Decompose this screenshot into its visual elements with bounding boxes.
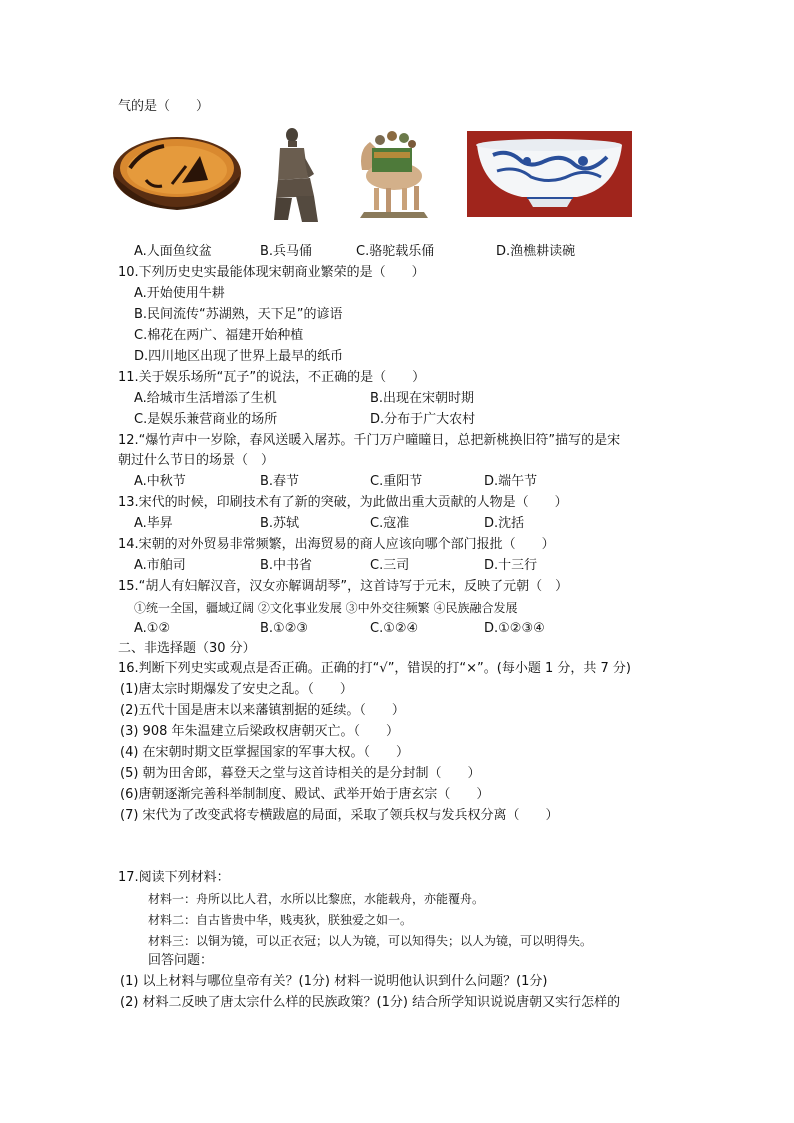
q13-stem: 13.宋代的时候，印刷技术有了新的突破，为此做出重大贡献的人物是（ ） [118, 495, 568, 510]
q15-statements: ①统一全国，疆域辽阔 ②文化事业发展 ③中外交往频繁 ④民族融合发展 [134, 601, 518, 615]
camel-musicians-figurine-image [348, 126, 434, 220]
q14-option-b[interactable]: B.中书省 [260, 558, 313, 573]
q13-option-b[interactable]: B.苏轼 [260, 516, 300, 531]
q9-option-c[interactable]: C.骆驼载乐俑 [356, 244, 435, 259]
q15-stem: 15.“胡人有妇解汉音，汉女亦解调胡琴”，这首诗写于元末，反映了元朝（ ） [118, 579, 569, 594]
q16-stem: 16.判断下列史实或观点是否正确。正确的打“√”，错误的打“×”。(每小题 1 分，共 7 分) [118, 661, 632, 676]
q17-material-2: 材料二：自古皆贵中华，贱夷狄，朕独爱之如一。 [148, 913, 413, 927]
q16-item-1: (1)唐太宗时期爆发了安史之乱。（ ） [120, 682, 353, 697]
q17-question-2: (2) 材料二反映了唐太宗什么样的民族政策？(1分) 结合所学知识说说唐朝又实行怎样的 [120, 995, 621, 1010]
q12-option-d[interactable]: D.端午节 [484, 474, 538, 489]
q17-material-1: 材料一：舟所以比人君，水所以比黎庶，水能载舟，亦能覆舟。 [148, 892, 485, 906]
q11-option-a[interactable]: A.给城市生活增添了生机 [134, 391, 277, 406]
q15-option-c[interactable]: C.①②④ [370, 621, 419, 636]
q17-material-3: 材料三：以铜为镜，可以正衣冠；以人为镜，可以知得失；以人为镜，可以明得失。 [148, 934, 593, 948]
q11-option-c[interactable]: C.是娱乐兼营商业的场所 [134, 412, 278, 427]
q10-option-c[interactable]: C.棉花在两广、福建开始种植 [134, 328, 304, 343]
q13-option-c[interactable]: C.寇准 [370, 516, 410, 531]
q15-option-d[interactable]: D.①②③④ [484, 621, 545, 636]
q10-stem: 10.下列历史史实最能体现宋朝商业繁荣的是（ ） [118, 265, 425, 280]
q11-option-b[interactable]: B.出现在宋朝时期 [370, 391, 475, 406]
q13-option-a[interactable]: A.毕昇 [134, 516, 173, 531]
q14-option-a[interactable]: A.市舶司 [134, 558, 186, 573]
q12-option-c[interactable]: C.重阳节 [370, 474, 423, 489]
q10-option-b[interactable]: B.民间流传“苏湖熟，天下足”的谚语 [134, 307, 343, 322]
q10-option-d[interactable]: D.四川地区出现了世界上最早的纸币 [134, 349, 344, 364]
q12-option-a[interactable]: A.中秋节 [134, 474, 186, 489]
q9-option-a[interactable]: A.人面鱼纹盆 [134, 244, 212, 259]
q15-option-a[interactable]: A.①② [134, 621, 171, 636]
q16-item-2: (2)五代十国是唐末以来藩镇割据的延续。（ ） [120, 703, 405, 718]
q9-stem-tail: 气的是（ ） [118, 99, 210, 114]
q14-option-c[interactable]: C.三司 [370, 558, 410, 573]
q17-prompt: 回答问题： [148, 953, 214, 968]
q16-item-6: (6)唐朝逐渐完善科举制制度、殿试、武举开始于唐玄宗（ ） [120, 787, 490, 802]
q16-item-7: (7) 宋代为了改变武将专横跋扈的局面，采取了领兵权与发兵权分离（ ） [120, 808, 559, 823]
q10-option-a[interactable]: A.开始使用牛耕 [134, 286, 225, 301]
q12-stem-line2: 朝过什么节日的场景（ ） [118, 453, 275, 468]
painted-pottery-basin-image [112, 128, 242, 226]
q17-question-1: (1) 以上材料与哪位皇帝有关？(1分) 材料一说明他认识到什么问题？(1分) [120, 974, 548, 989]
q12-stem-line1: 12.“爆竹声中一岁除，春风送暖入屠苏。千门万户曈曈日，总把新桃换旧符”描写的是宋 [118, 433, 621, 448]
q16-item-4: (4) 在宋朝时期文臣掌握国家的军事大权。（ ） [120, 745, 410, 760]
q13-option-d[interactable]: D.沈括 [484, 516, 525, 531]
q16-item-3: (3) 908 年朱温建立后梁政权唐朝灭亡。（ ） [120, 724, 399, 739]
q11-stem: 11.关于娱乐场所“瓦子”的说法，不正确的是（ ） [118, 370, 426, 385]
section2-title: 二、非选择题（30 分） [118, 641, 256, 656]
q9-option-b[interactable]: B.兵马俑 [260, 244, 313, 259]
q9-option-d[interactable]: D.渔樵耕读碗 [496, 244, 576, 259]
q14-stem: 14.宋朝的对外贸易非常频繁，出海贸易的商人应该向哪个部门报批（ ） [118, 537, 555, 552]
terracotta-warrior-image [266, 126, 322, 226]
q15-option-b[interactable]: B.①②③ [260, 621, 309, 636]
q11-option-d[interactable]: D.分布于广大农村 [370, 412, 476, 427]
q14-option-d[interactable]: D.十三行 [484, 558, 538, 573]
q16-item-5: (5) 朝为田舍郎，暮登天之堂与这首诗相关的是分封制（ ） [120, 766, 481, 781]
blue-white-porcelain-bowl-image [467, 131, 632, 217]
q17-stem: 17.阅读下列材料： [118, 870, 230, 885]
q12-option-b[interactable]: B.春节 [260, 474, 300, 489]
